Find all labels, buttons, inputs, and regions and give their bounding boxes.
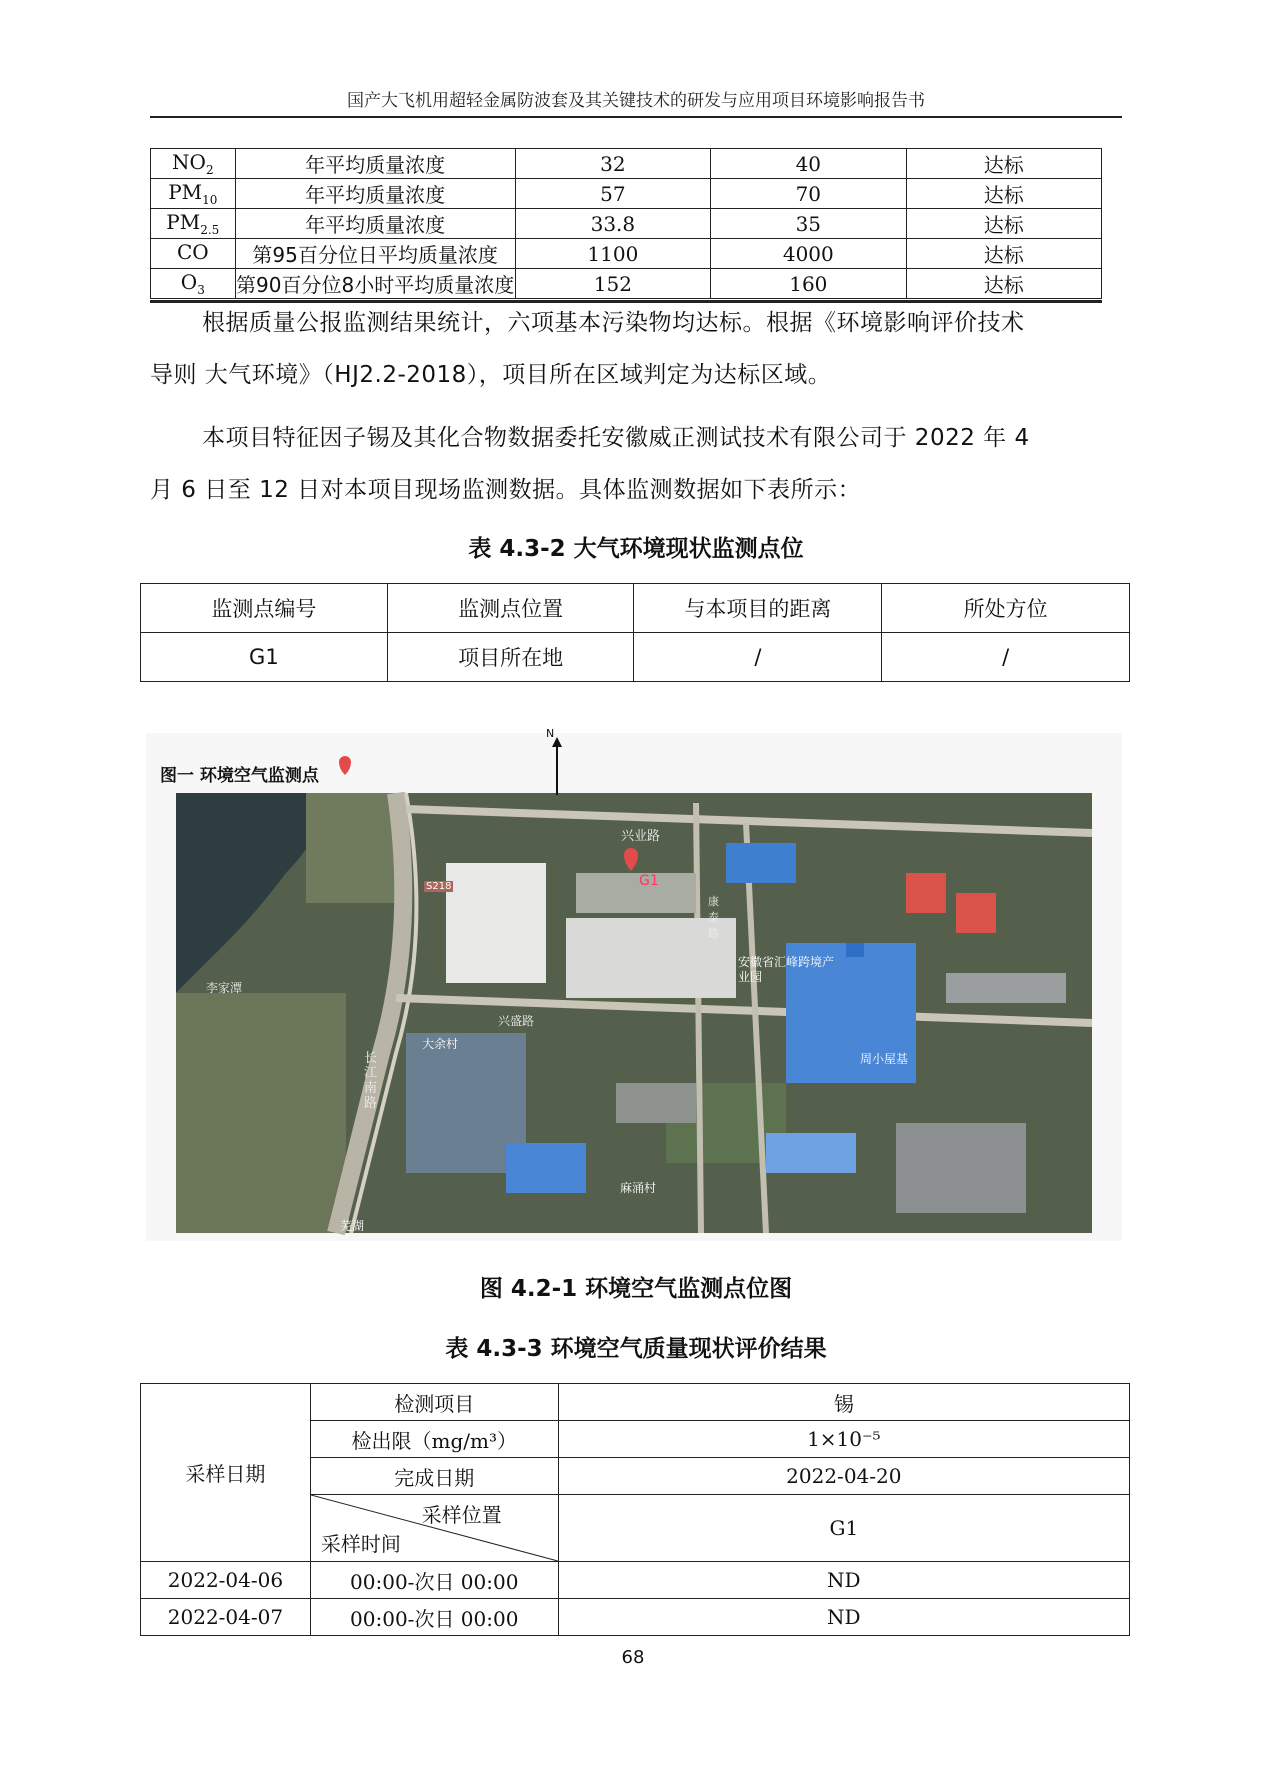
value-cell: 152	[515, 269, 710, 299]
index-cell: 第95百分位日平均质量浓度	[235, 239, 515, 269]
table2-caption: 表 4.3-2 大气环境现状监测点位	[468, 536, 804, 562]
diagonal-top-label: 采样位置	[421, 1503, 502, 1527]
standard-cell: 160	[711, 269, 906, 299]
value-cell: ND	[558, 1599, 1129, 1636]
table-row	[141, 1599, 1130, 1636]
map-label: 安徽省汇峰跨境产业园	[738, 955, 835, 984]
pollutant-subscript: 10	[202, 193, 218, 207]
table-row	[151, 239, 1102, 269]
monitoring-map-figure	[146, 727, 1122, 1241]
map-label: 周小屋基	[860, 1052, 909, 1066]
pollutant-name: O	[180, 270, 198, 294]
value-cell: 1100	[515, 239, 710, 269]
diagonal-header-cell	[310, 1495, 558, 1562]
pollutant-subscript: 2	[205, 163, 214, 177]
table-row	[151, 149, 1102, 179]
result-cell: 达标	[906, 269, 1101, 299]
map-label: 兴业路	[621, 829, 661, 844]
figure-caption: 图 4.2-1 环境空气监测点位图	[479, 1276, 793, 1302]
limit-label: 检出限（mg/m³）	[310, 1421, 558, 1458]
item-label: 检测项目	[310, 1384, 558, 1421]
pollutant-name: CO	[176, 240, 209, 264]
table-row	[151, 269, 1102, 299]
index-cell: 年平均质量浓度	[235, 149, 515, 179]
index-cell: 年平均质量浓度	[235, 209, 515, 239]
limit-value: 1×10⁻⁵	[558, 1421, 1129, 1458]
table-row	[151, 179, 1102, 209]
result-cell: 达标	[906, 209, 1101, 239]
paragraph-2	[150, 412, 1116, 516]
header-cell: 与本项目的距离	[634, 584, 882, 633]
done-value: 2022-04-20	[558, 1458, 1129, 1495]
paragraph-line: 导则 大气环境》（HJ2.2-2018），项目所在区域判定为达标区域。	[150, 362, 832, 388]
diagonal-bottom-label: 采样时间	[320, 1532, 401, 1556]
air-quality-result-table	[140, 1383, 1130, 1636]
map-legend-title: 图一 环境空气监测点	[160, 766, 319, 786]
pollutant-cell	[151, 149, 236, 179]
standard-cell: 70	[711, 179, 906, 209]
header-rule	[150, 116, 1122, 118]
map-label-g1: G1	[639, 873, 659, 889]
value-cell: 57	[515, 179, 710, 209]
page-header: 国产大飞机用超轻金属防波套及其关键技术的研发与应用项目环境影响报告书	[347, 91, 925, 111]
paragraph-line: 本项目特征因子锡及其化合物数据委托安徽威正测试技术有限公司于 2022 年 4	[202, 425, 1030, 451]
date-cell: 2022-04-06	[141, 1562, 311, 1599]
index-cell: 第90百分位8小时平均质量浓度	[235, 269, 515, 299]
header-cell: 监测点编号	[141, 584, 388, 633]
pollutant-name: PM	[168, 180, 203, 204]
table-header-row	[141, 584, 1130, 633]
map-label: 长江南路	[364, 1051, 378, 1111]
pollutant-cell	[151, 269, 236, 299]
table-row	[141, 1562, 1130, 1599]
paragraph-line: 月 6 日至 12 日对本项目现场监测数据。具体监测数据如下表所示：	[150, 477, 862, 503]
pollutant-subscript: 2.5	[200, 223, 220, 237]
pollutant-name: NO	[172, 150, 206, 174]
table-row	[151, 209, 1102, 239]
pollutant-table	[150, 148, 1102, 299]
location-cell: G1	[558, 1495, 1129, 1562]
pollutant-cell	[151, 239, 236, 269]
time-cell: 00:00-次日 00:00	[310, 1562, 558, 1599]
map-label: 康泰路	[708, 895, 719, 940]
paragraph-line: 根据质量公报监测结果统计，六项基本污染物均达标。根据《环境影响评价技术	[202, 310, 1025, 336]
date-cell: 2022-04-07	[141, 1599, 311, 1636]
map-label: 李家潭	[206, 981, 243, 995]
table-row	[141, 633, 1130, 682]
map-label: 大余村	[422, 1037, 459, 1051]
standard-cell: 40	[711, 149, 906, 179]
page-number: 68	[621, 1647, 645, 1668]
pollutant-cell	[151, 209, 236, 239]
item-value: 锡	[558, 1384, 1129, 1421]
map-label: S218	[426, 881, 452, 892]
table-cell: /	[882, 633, 1130, 682]
pollutant-cell	[151, 179, 236, 209]
time-cell: 00:00-次日 00:00	[310, 1599, 558, 1636]
table-cell: /	[634, 633, 882, 682]
table-cell: 项目所在地	[387, 633, 634, 682]
header-cell: 监测点位置	[387, 584, 634, 633]
value-cell: 32	[515, 149, 710, 179]
result-cell: 达标	[906, 239, 1101, 269]
pollutant-subscript: 3	[197, 283, 205, 297]
standard-cell: 4000	[711, 239, 906, 269]
value-cell: 33.8	[515, 209, 710, 239]
paragraph-1	[150, 297, 1116, 401]
map-label: 芜湖	[340, 1219, 365, 1233]
standard-cell: 35	[711, 209, 906, 239]
north-label: N	[546, 727, 555, 740]
result-cell: 达标	[906, 149, 1101, 179]
value-cell: ND	[558, 1562, 1129, 1599]
pollutant-name: PM	[166, 210, 201, 234]
result-cell: 达标	[906, 179, 1101, 209]
map-label: 兴盛路	[498, 1014, 535, 1028]
table-cell: G1	[141, 633, 388, 682]
table3-caption: 表 4.3-3 环境空气质量现状评价结果	[445, 1336, 827, 1362]
done-label: 完成日期	[310, 1458, 558, 1495]
monitoring-point-table	[140, 583, 1130, 682]
map-label: 麻涌村	[620, 1181, 657, 1195]
sampling-date-header: 采样日期	[141, 1384, 311, 1562]
satellite-map	[146, 733, 1122, 1241]
index-cell: 年平均质量浓度	[235, 179, 515, 209]
header-cell: 所处方位	[882, 584, 1130, 633]
